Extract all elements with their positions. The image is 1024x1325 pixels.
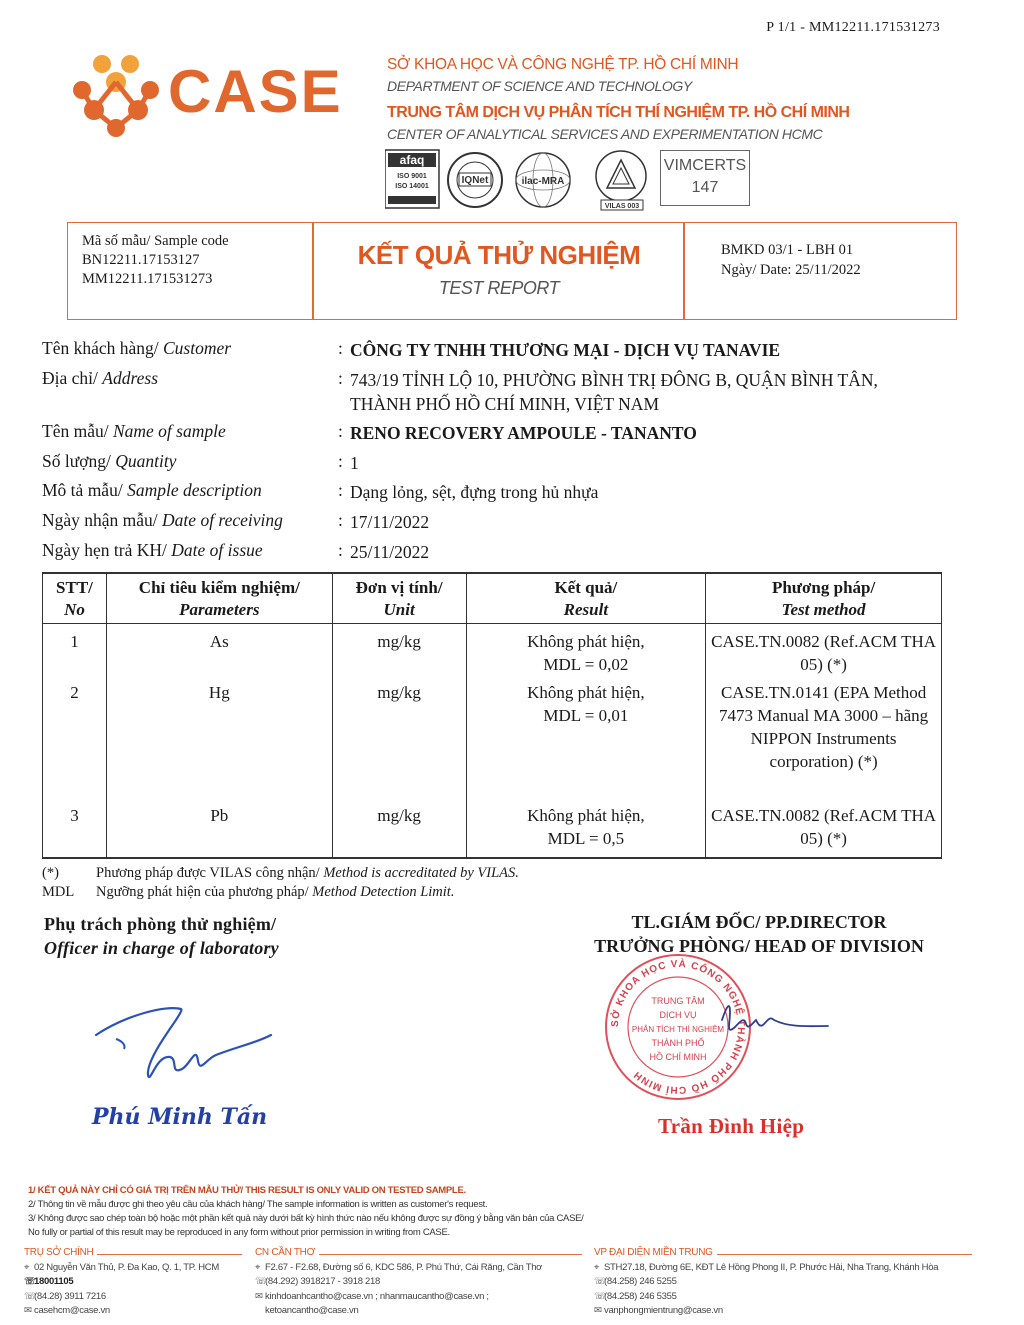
phone-icon: ☏ (594, 1276, 606, 1287)
footer-nt-address: STH27.18, Đường 6E, KĐT Lê Hồng Phong II, P. Phước Hải, Nha Trang, Khánh Hòa (604, 1261, 939, 1273)
divider (312, 222, 314, 320)
report-title-vi: KẾT QUẢ THỬ NGHIỆM (357, 240, 641, 270)
cell-no: 2 (43, 681, 107, 804)
info-label-vi: Mô tả mẫu/ (42, 480, 128, 500)
footer-central (594, 1246, 994, 1319)
info-label-en: Sample description (127, 480, 262, 500)
footer-ct-phone: (84.292) 3918217 - 3918 218 (265, 1276, 380, 1287)
table-header-row (43, 573, 942, 624)
cell-result: Không phát hiện, MDL = 0,01 (466, 681, 706, 804)
footer-note-2: 2/ Thông tin về mẫu được ghi theo yêu cầu của khách hàng/ The sample information is written as customer's request. (28, 1199, 488, 1210)
cell-method: CASE.TN.0082 (Ref.ACM THA 05) (*) (706, 624, 942, 681)
phone-icon: ☏ (24, 1276, 36, 1287)
footer-ct-address: F2.67 - F2.68, Đường số 6, KDC 586, P. Phú Thứ, Cái Răng, Cần Thơ (265, 1261, 543, 1273)
org-en-1: DEPARTMENT OF SCIENCE AND TECHNOLOGY (387, 78, 692, 94)
stamp-line-5: HỒ CHÍ MINH (649, 1052, 707, 1062)
afaq-iso-icon (385, 150, 439, 208)
officer-signature-icon (86, 995, 286, 1095)
footer-nt-email: vanphongmientrung@case.vn (604, 1305, 723, 1316)
header-method: Phương pháp/ Test method (706, 573, 942, 624)
phone-icon: ☏ (255, 1276, 267, 1287)
sample-info (42, 338, 972, 570)
email-icon: ✉ (24, 1305, 32, 1316)
info-label-en: Date of receiving (162, 510, 283, 530)
footer-hq-address: 02 Nguyễn Văn Thủ, P. Đa Kao, Q. 1, TP. HCM (34, 1261, 219, 1273)
results-table (42, 572, 942, 859)
footer-note-3: 3/ Không được sao chép toàn bộ hoặc một phần kết quả này dưới bất kỳ hình thức nào nếu không được sự đồng ý bằng văn bản của CASE/ (28, 1213, 584, 1224)
case-logo-icon (70, 50, 162, 138)
table-notes (42, 864, 519, 902)
phone-icon: ☏ (24, 1290, 36, 1302)
phone-icon: ☏ (594, 1290, 606, 1302)
org-vi-2: TRUNG TÂM DỊCH VỤ PHÂN TÍCH THÍ NGHIỆM TP. HỒ CHÍ MINH (387, 104, 850, 121)
note-mdl: MDL Ngưỡng phát hiện của phương pháp/ Method Detection Limit. (42, 884, 455, 900)
ilac-mra-icon (516, 153, 570, 207)
email-icon: ✉ (594, 1305, 602, 1316)
iso2-text: ISO 14001 (395, 183, 429, 190)
footer-nt-phone1: (84.258) 246 5255 (604, 1276, 677, 1287)
stamp-line-1: TRUNG TÂM (651, 996, 705, 1006)
cell-unit: mg/kg (332, 804, 466, 858)
info-row-date-issue: Ngày hẹn trả KH/ Date of issue : 25/11/2022 (42, 540, 972, 570)
info-label-en: Customer (163, 338, 232, 358)
footer-hq-hotline: 18001105 (34, 1276, 74, 1287)
director-title (575, 910, 943, 958)
cell-unit: mg/kg (332, 681, 466, 804)
info-label-en: Address (102, 368, 159, 388)
info-label-vi: Tên khách hàng/ (42, 338, 163, 358)
divider (683, 222, 685, 320)
iqnet-icon (448, 153, 502, 207)
info-value: CÔNG TY TNHH THƯƠNG MẠI - DỊCH VỤ TANAVIE (350, 340, 781, 360)
email-icon: ✉ (255, 1290, 263, 1302)
footer-ct-email: kinhdoanhcantho@case.vn ; nhanmaucantho@case.vn ; (265, 1290, 489, 1302)
stamp-ring-text: SỞ KHOA HỌC VÀ CÔNG NGHỆ THÀNH PHỐ HỒ CHÍ MINH (609, 958, 747, 1096)
note-accredited: (*) Phương pháp được VILAS công nhận/ Method is accreditated by VILAS. (42, 865, 519, 881)
page-reference: P 1/1 - MM12211.171531273 (766, 20, 940, 35)
info-value: 25/11/2022 (350, 542, 430, 562)
info-label-en: Quantity (115, 451, 177, 471)
table-row (43, 624, 942, 681)
footer-ct-email2: ketoancantho@case.vn (265, 1305, 359, 1316)
form-code (721, 240, 861, 280)
table-row (43, 804, 942, 858)
cell-method: CASE.TN.0141 (EPA Method 7473 Manual MA 3000 – hãng NIPPON Instruments corporation) (*) (706, 681, 942, 804)
header-result: Kết quả/ Result (466, 573, 706, 624)
vimcerts-badge (660, 150, 750, 206)
director-name: Trần Đình Hiệp (658, 1114, 805, 1138)
location-icon: ⌖ (24, 1261, 30, 1273)
footer-nt-phone2: (84.258) 246 5355 (604, 1290, 677, 1302)
sample-code-label: Mã số mẫu/ Sample code (82, 233, 229, 249)
footer-hq-email: casehcm@case.vn (34, 1305, 110, 1316)
info-row-sample-name: Tên mẫu/ Name of sample : RENO RECOVERY AMPOULE - TANANTO (42, 421, 972, 451)
vimcerts-label: VIMCERTS (663, 157, 747, 174)
report-title-en: TEST REPORT (438, 278, 560, 298)
cell-no: 3 (43, 804, 107, 858)
footer-cantho (255, 1246, 585, 1319)
vimcerts-number: 147 (691, 179, 719, 196)
info-label-vi: Số lượng/ (42, 451, 116, 471)
info-row-date-receiving: Ngày nhận mẫu/ Date of receiving : 17/11/2022 (42, 510, 972, 540)
header-parameters: Chỉ tiêu kiểm nghiệm/ Parameters (106, 573, 332, 624)
brand-name: CASE (168, 58, 343, 125)
info-label-en: Date of issue (171, 540, 263, 560)
header-no: STT/ No (43, 573, 107, 624)
footer-notes (28, 1184, 584, 1240)
table-row (43, 681, 942, 804)
info-label-vi: Tên mẫu/ (42, 421, 113, 441)
cell-param: Hg (106, 681, 332, 804)
location-icon: ⌖ (255, 1261, 261, 1273)
org-vi-1: SỞ KHOA HỌC VÀ CÔNG NGHỆ TP. HỒ CHÍ MINH (387, 56, 739, 73)
officer-title-vi: Phụ trách phòng thử nghiệm/ (44, 914, 277, 934)
footer-nt-title: VP ĐẠI DIỆN MIỀN TRUNG (594, 1247, 717, 1258)
ilac-text: ilac-MRA (521, 176, 565, 187)
officer-title (44, 912, 279, 960)
director-title-2: TRƯỞNG PHÒNG/ HEAD OF DIVISION (594, 936, 924, 956)
info-value: 743/19 TỈNH LỘ 10, PHƯỜNG BÌNH TRỊ ĐÔNG B, QUẬN BÌNH TÂN, THÀNH PHỐ HỒ CHÍ MINH, VIỆT NAM (350, 370, 878, 414)
cell-param: Pb (106, 804, 332, 858)
header-unit: Đơn vị tính/ Unit (332, 573, 466, 624)
sample-codes (82, 232, 229, 289)
vilas-icon (596, 151, 646, 210)
info-row-quantity: Số lượng/ Quantity : 1 (42, 451, 972, 480)
info-row-address: Địa chỉ/ Address : 743/19 TỈNH LỘ 10, PHƯỜNG BÌNH TRỊ ĐÔNG B, QUẬN BÌNH TÂN, THÀNH PHỐ HỒ CHÍ MINH, VIỆT NAM (42, 368, 972, 421)
officer-title-en: Officer in charge of laboratory (44, 938, 279, 958)
iso1-text: ISO 9001 (397, 173, 427, 180)
footer-hq-phone: (84.28) 3911 7216 (34, 1290, 106, 1302)
info-value: RENO RECOVERY AMPOULE - TANANTO (350, 423, 697, 443)
info-row-description: Mô tả mẫu/ Sample description : Dạng lỏng, sệt, đựng trong hủ nhựa (42, 480, 972, 510)
location-icon: ⌖ (594, 1261, 600, 1273)
report-date: Ngày/ Date: 25/11/2022 (721, 262, 861, 278)
info-label-vi: Địa chỉ/ (42, 368, 103, 388)
iqnet-text: IQNet (461, 175, 489, 186)
footer-note-1: 1/ KẾT QUẢ NÀY CHỈ CÓ GIÁ TRỊ TRÊN MẪU THỬ/ THIS RESULT IS ONLY VALID ON TESTED SAMPLE. (28, 1185, 466, 1196)
director-title-1: TL.GIÁM ĐỐC/ PP.DIRECTOR (631, 912, 887, 932)
stamp-line-4: THÀNH PHỐ (651, 1038, 705, 1048)
cell-result: Không phát hiện, MDL = 0,5 (466, 804, 706, 858)
sample-code-2: MM12211.171531273 (82, 271, 213, 287)
sample-code-1: BN12211.17153127 (82, 252, 200, 268)
org-en-2: CENTER OF ANALYTICAL SERVICES AND EXPERIMENTATION HCMC (387, 126, 823, 142)
footer-ct-title: CN CẦN THƠ (255, 1247, 319, 1258)
officer-name: Phú Minh Tấn (92, 1104, 268, 1130)
stamp-line-2: DỊCH VỤ (659, 1010, 697, 1020)
bmkd-code: BMKD 03/1 - LBH 01 (721, 242, 854, 258)
cell-unit: mg/kg (332, 624, 466, 681)
info-value: Dạng lỏng, sệt, đựng trong hủ nhựa (350, 482, 599, 502)
info-row-customer: Tên khách hàng/ Customer : CÔNG TY TNHH THƯƠNG MẠI - DỊCH VỤ TANAVIE (42, 338, 972, 368)
info-value: 17/11/2022 (350, 512, 430, 532)
vilas-text: VILAS 003 (604, 203, 640, 210)
footer-hq (24, 1246, 249, 1319)
info-label-vi: Ngày hẹn trả KH/ (42, 540, 172, 560)
cell-result: Không phát hiện, MDL = 0,02 (466, 624, 706, 681)
cell-no: 1 (43, 624, 107, 681)
info-label-vi: Ngày nhận mẫu/ (42, 510, 163, 530)
director-signature-icon (700, 990, 840, 1050)
footer-hq-title: TRỤ SỞ CHÍNH (24, 1247, 97, 1258)
afaq-text: afaq (399, 153, 425, 167)
info-label-en: Name of sample (112, 421, 226, 441)
cell-param: As (106, 624, 332, 681)
stamp-line-3: PHÂN TÍCH THÍ NGHIỆM (631, 1025, 725, 1034)
cell-method: CASE.TN.0082 (Ref.ACM THA 05) (*) (706, 804, 942, 858)
info-value: 1 (350, 453, 359, 473)
footer-note-4: No fully or partial of this result may be reproduced in any form without prior permission in writing from CASE. (28, 1227, 450, 1238)
